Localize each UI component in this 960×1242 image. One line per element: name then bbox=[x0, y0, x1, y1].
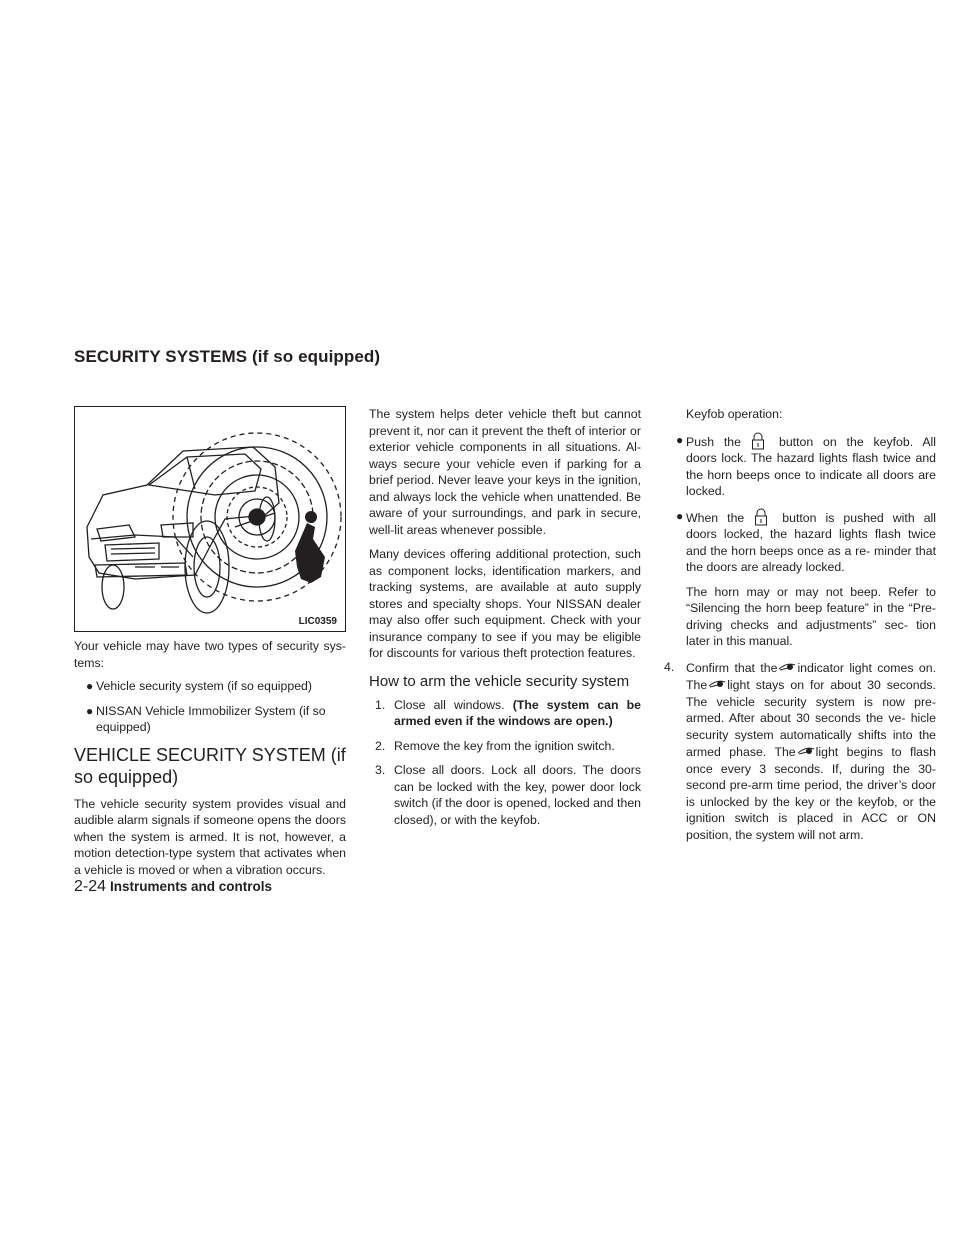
page-footer bbox=[74, 878, 272, 896]
step-number: 2. bbox=[375, 738, 386, 753]
security-indicator-icon bbox=[778, 659, 796, 675]
step-text bbox=[686, 659, 936, 844]
bullet-icon: ● bbox=[676, 508, 684, 523]
step-item bbox=[375, 697, 641, 730]
lock-button-icon bbox=[754, 508, 768, 526]
lock-button-icon bbox=[751, 432, 765, 450]
section-heading: SECURITY SYSTEMS (if so equipped) bbox=[74, 347, 381, 366]
deterrence-paragraph: The system helps deter vehicle theft but cannot prevent it, nor can it prevent the theft of interior or exterior vehicle components in all situations. Al- ways secure your vehicle even if parking for a brief period. Never leave your keys in the ignition, and always lock the vehicle when unattended. Be aware of your surroundings, and park in secure, well-lit areas whenever possible. bbox=[369, 407, 641, 537]
intro-text: Your vehicle may have two types of security sys- tems: bbox=[74, 639, 346, 670]
step-item bbox=[375, 738, 641, 755]
step-text-part: light begins to flash once every 3 seconds. If, during the 30-second pre-arm time period, the driver’s door is unlocked by the key or the keyfob, or the ignition switch is placed in ACC or ON position, the system will not arm. bbox=[686, 745, 936, 842]
step-text-part: indicator light comes on. The bbox=[686, 660, 936, 692]
security-indicator-icon bbox=[708, 676, 726, 692]
keyfob-text-post: button is pushed with all doors locked, the hazard lights flash twice and the horn beeps once as a re- minder that the doors are already locked. bbox=[686, 510, 937, 574]
keyfob-text-post: button on the keyfob. All doors lock. The hazard lights flash twice and the horn beeps once to indicate all doors are locked. bbox=[686, 434, 936, 498]
keyfob-text-pre: Push the bbox=[686, 434, 741, 449]
step-number: 3. bbox=[375, 763, 386, 777]
page-number: 2-24 bbox=[74, 878, 107, 895]
step-text-part: light stays on for about 30 seconds. The vehicle security system is now pre-armed. After about 30 seconds the ve- hicle security system automatically shifts into the armed phase. The bbox=[686, 678, 936, 759]
step-text-bold: (The system can be armed even if the windows are open.) bbox=[394, 697, 641, 728]
column-3 bbox=[664, 406, 936, 851]
bullet-icon: ● bbox=[86, 679, 94, 693]
chapter-title: Instruments and controls bbox=[110, 879, 273, 894]
list-item bbox=[74, 678, 346, 695]
step-item bbox=[664, 659, 936, 844]
list-item-text bbox=[686, 432, 936, 500]
vehicle-security-paragraph: The vehicle security system provides visual and audible alarm signals if someone opens the doors when the system is armed. It is not, however, a motion detection-type system that activates when a vehicle is moved or when a vibration occurs. bbox=[74, 796, 346, 877]
horn-paragraph: The horn may or may not beep. Refer to “Silencing the horn beep feature” in the “Pre-driving checks and adjustments” sec- tion later in this manual. bbox=[686, 584, 936, 648]
step-item bbox=[375, 762, 641, 828]
list-item-text bbox=[686, 508, 936, 576]
list-item-text: Vehicle security system (if so equipped) bbox=[96, 679, 312, 693]
vehicle-security-heading: VEHICLE SECURITY SYSTEM (if so equipped) bbox=[74, 744, 346, 787]
step-number: 1. bbox=[375, 697, 386, 712]
keyfob-list bbox=[664, 432, 936, 576]
list-item bbox=[664, 508, 936, 576]
bullet-icon: ● bbox=[86, 703, 94, 718]
arm-system-heading: How to arm the vehicle security system bbox=[369, 672, 630, 690]
column-2 bbox=[369, 406, 641, 836]
step-text: Close all doors. Lock all doors. The doors can be locked with the key, power door lock switch (if the door is opened, locked and then closed), or with the keyfob. bbox=[394, 763, 641, 827]
security-types-list bbox=[74, 678, 346, 736]
bullet-icon: ● bbox=[676, 432, 684, 447]
devices-paragraph: Many devices offering additional protection, such as component locks, identification markers, and tracking systems, are available at auto supply stores and specialty shops. Your NISSAN dealer may also offer such equipment. Check with your insurance company to see if you may be eligible for discounts for various theft protection features. bbox=[369, 547, 641, 660]
step-text-part: Confirm that the bbox=[686, 660, 778, 675]
step-text: Remove the key from the ignition switch. bbox=[394, 738, 615, 753]
arm-steps-list bbox=[369, 697, 641, 829]
step-text bbox=[394, 697, 641, 730]
figure-label: LIC0359 bbox=[298, 616, 337, 627]
list-item-text: NISSAN Vehicle Immobilizer System (if so equipped) bbox=[96, 703, 326, 734]
security-indicator-icon bbox=[797, 743, 815, 759]
step-text-plain: Close all windows. bbox=[394, 697, 505, 712]
keyfob-text-pre: When the bbox=[686, 510, 745, 525]
step-number: 4. bbox=[664, 659, 675, 674]
list-item bbox=[664, 432, 936, 500]
vehicle-security-figure bbox=[74, 406, 346, 632]
list-item bbox=[74, 703, 346, 736]
column-1 bbox=[74, 406, 346, 878]
keyfob-operation-label: Keyfob operation: bbox=[686, 407, 783, 421]
vehicle-illustration bbox=[75, 407, 346, 632]
